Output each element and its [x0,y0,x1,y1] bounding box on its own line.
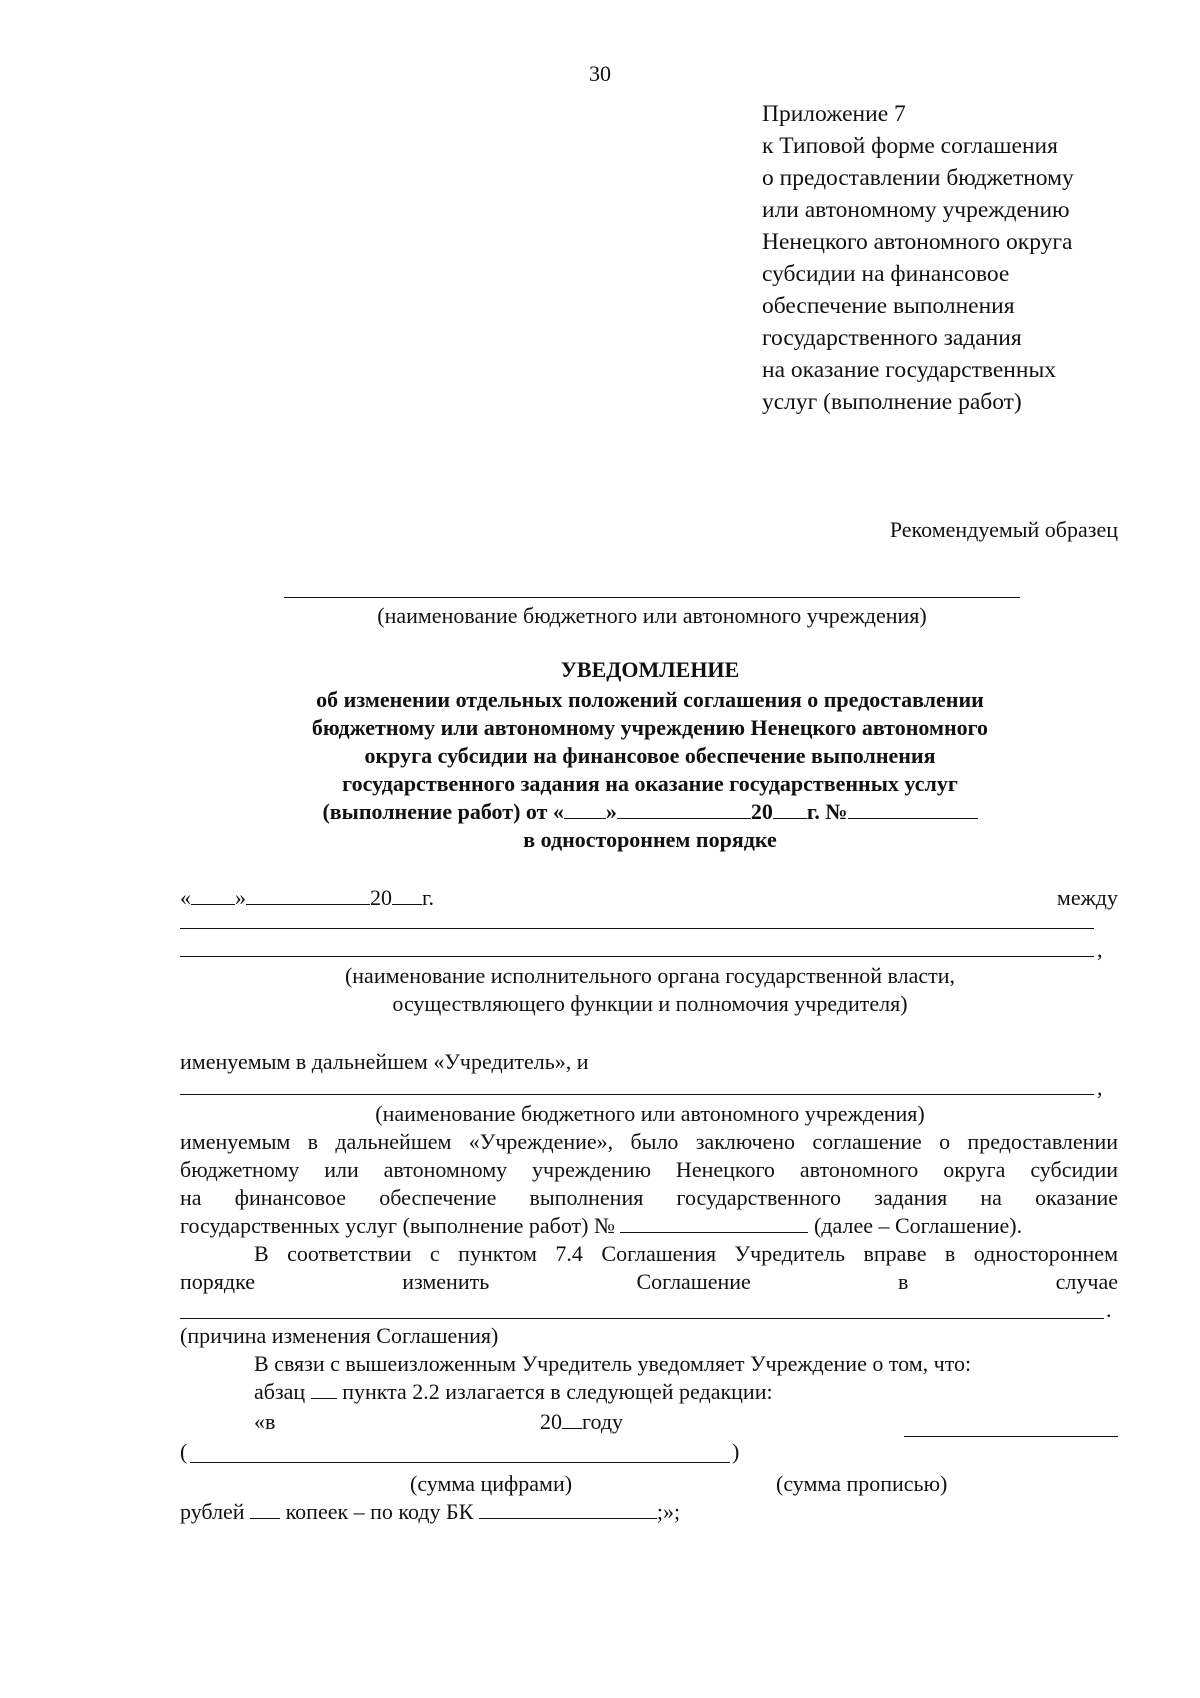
title-line-date [180,798,1120,826]
date-close-quote: » [235,885,246,910]
agreement-hereinafter: (далее – Соглашение). [813,1213,1023,1238]
agreement-number-field[interactable] [620,1212,808,1233]
appendix-line: на оказание государственных [762,357,1056,383]
word: случае [1055,1269,1118,1294]
body-line: бюджетному или автономному учреждению Ненецкого автономного округа субсидии [180,1157,1118,1182]
word: изменить [402,1269,490,1294]
budget-code-label: копеек – по коду БК [285,1499,474,1524]
sum-words-line[interactable] [904,1436,1118,1437]
authority-caption-2: осуществляющего функции и полномочия учредителя) [392,991,908,1016]
title-line: государственного задания на оказание государственных услуг [342,771,958,796]
appendix-line: обеспечение выполнения [762,293,1015,319]
title-line: об изменении отдельных положений соглашения о предоставлении [316,687,984,712]
appendix-line: или автономному учреждению [762,197,1070,223]
institution-name-line[interactable] [284,597,1020,598]
appendix-line: Приложение 7 [762,101,906,127]
date-day-field[interactable] [191,884,235,905]
paren-close: ) [732,1439,740,1464]
founder-text: именуемым в дальнейшем «Учредитель», и [180,1049,589,1074]
body-line: В соответствии с пунктом 7.4 Соглашения Учредитель вправе в одностороннем [254,1241,1118,1266]
recommended-sample: Рекомендуемый образец [889,517,1118,542]
appendix-line: государственного задания [762,325,1022,351]
authority-caption: (наименование исполнительного органа государственной власти, [344,963,956,988]
date-year-prefix: 20 [370,885,392,910]
paragraph-text: пункта 2.2 излагается в следующей редакции: [342,1379,773,1404]
reason-caption: (причина изменения Соглашения) [180,1323,499,1348]
institution-caption: (наименование бюджетного или автономного учреждения) [377,603,927,628]
appendix-line: услуг (выполнение работ) [762,389,1022,415]
title-close-quote: » [605,799,617,824]
appendix-line: субсидии на финансовое [762,261,1010,287]
date-month-field[interactable] [246,884,370,905]
title-line: в одностороннем порядке [523,827,777,852]
paragraph-label: абзац [254,1379,306,1404]
date-year-suffix: г. [422,885,435,910]
year-word: году [582,1409,624,1434]
word: Соглашение [636,1269,751,1294]
title-line: бюджетному или автономному учреждению Ненецкого автономного [311,715,989,740]
body-line-agreement-number [180,1212,1022,1240]
year-open: «в [254,1409,276,1434]
institution-caption-2: (наименование бюджетного или автономного учреждения) [375,1101,925,1126]
period: . [1106,1297,1112,1322]
institution-name-line-2[interactable] [180,1094,1094,1095]
date-open-quote: « [180,885,191,910]
comma: , [1097,937,1103,962]
word: порядке [180,1269,255,1294]
body-line: на финансовое обеспечение выполнения государственного задания на оказание [180,1185,1118,1210]
appendix-block [762,98,1182,418]
title-year-field[interactable] [773,798,807,819]
agreement-number-label: государственных услуг (выполнение работ) № [180,1213,615,1238]
authority-name-line-2[interactable] [180,956,1094,957]
paragraph-line [254,1378,773,1406]
date-year-field[interactable] [392,884,422,905]
closing-punctuation: ;»; [656,1499,681,1524]
sum-digits-caption: (сумма цифрами) [410,1471,573,1496]
year-prefix: 20 [540,1409,562,1434]
appendix-line: о предоставлении бюджетному [762,165,1074,191]
rubles-line [180,1498,680,1526]
title-number-label: г. № [806,799,848,824]
appendix-line: к Типовой форме соглашения [762,133,1058,159]
body-line: именуемым в дальнейшем «Учреждение», было заключено соглашение о предоставлении [180,1129,1118,1154]
year-field[interactable] [562,1408,582,1429]
kopecks-field[interactable] [250,1498,280,1519]
authority-name-line[interactable] [180,928,1094,929]
title-year-prefix: 20 [750,799,773,824]
rubles-word: рублей [180,1499,245,1524]
title-day-field[interactable] [564,798,606,819]
body-line: В связи с вышеизложенным Учредитель уведомляет Учреждение о том, что: [254,1351,972,1376]
date-row [180,884,434,912]
appendix-line: Ненецкого автономного округа [762,229,1073,255]
title-number-field[interactable] [848,798,978,819]
year-line [540,1408,623,1436]
title-date-prefix: (выполнение работ) от « [322,799,564,824]
title-month-field[interactable] [617,798,751,819]
budget-code-field[interactable] [479,1498,657,1519]
reason-line[interactable] [180,1318,1104,1319]
body-line-justified [180,1268,1118,1296]
paren-open: ( [180,1439,188,1464]
sum-words-caption: (сумма прописью) [776,1471,948,1496]
word: в [898,1269,909,1294]
title-line: округа субсидии на финансовое обеспечение выполнения [364,743,936,768]
page-number: 30 [589,61,611,86]
sum-digits-line[interactable] [190,1462,730,1463]
paragraph-number-field[interactable] [311,1378,337,1399]
between-word: между [1056,885,1118,910]
comma: , [1097,1075,1103,1100]
notice-title: УВЕДОМЛЕНИЕ [560,657,740,682]
